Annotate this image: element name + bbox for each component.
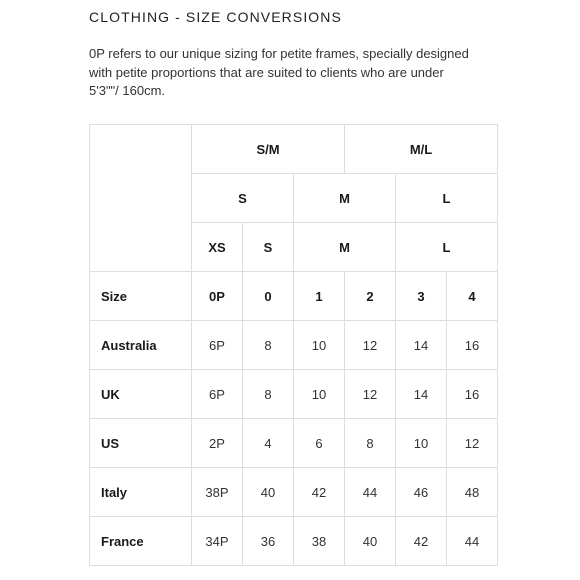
size-cell: 10 (294, 321, 345, 370)
table-row-size (90, 272, 498, 321)
size-cell: 44 (345, 468, 396, 517)
size-cell: 10 (294, 370, 345, 419)
row-label: UK (90, 370, 192, 419)
size-cell: 4 (243, 419, 294, 468)
size-cell: 38P (192, 468, 243, 517)
header-m-detail: M (294, 223, 396, 272)
table-row-italy (90, 468, 498, 517)
size-cell: 14 (396, 370, 447, 419)
header-l: L (396, 174, 498, 223)
size-cell: 6P (192, 370, 243, 419)
page-title: CLOTHING - SIZE CONVERSIONS (89, 9, 342, 25)
size-cell: 46 (396, 468, 447, 517)
row-label: US (90, 419, 192, 468)
size-cell: 2 (345, 272, 396, 321)
table-row-us (90, 419, 498, 468)
size-conversion-table (89, 124, 498, 566)
row-label: Size (90, 272, 192, 321)
header-s: S (192, 174, 294, 223)
size-cell: 12 (345, 370, 396, 419)
size-cell: 8 (243, 370, 294, 419)
size-cell: 16 (447, 321, 498, 370)
header-row-group (90, 125, 498, 174)
size-cell: 12 (447, 419, 498, 468)
size-cell: 8 (243, 321, 294, 370)
size-cell: 16 (447, 370, 498, 419)
header-m: M (294, 174, 396, 223)
size-cell: 0P (192, 272, 243, 321)
size-cell: 1 (294, 272, 345, 321)
size-cell: 36 (243, 517, 294, 566)
table-row-france (90, 517, 498, 566)
header-l-detail: L (396, 223, 498, 272)
size-cell: 10 (396, 419, 447, 468)
petite-sizing-description: 0P refers to our unique sizing for petite frames, specially designed with petite proportions that are suited to clients who are under 5'3""/ 160cm. (89, 46, 469, 98)
row-label: Italy (90, 468, 192, 517)
header-ml: M/L (345, 125, 498, 174)
header-sm: S/M (192, 125, 345, 174)
size-cell: 40 (243, 468, 294, 517)
size-cell: 4 (447, 272, 498, 321)
size-cell: 40 (345, 517, 396, 566)
size-cell: 6P (192, 321, 243, 370)
table-row-uk (90, 370, 498, 419)
table-row-australia (90, 321, 498, 370)
size-cell: 42 (396, 517, 447, 566)
size-cell: 44 (447, 517, 498, 566)
size-cell: 0 (243, 272, 294, 321)
size-cell: 2P (192, 419, 243, 468)
size-cell: 6 (294, 419, 345, 468)
size-cell: 12 (345, 321, 396, 370)
size-cell: 34P (192, 517, 243, 566)
header-xs: XS (192, 223, 243, 272)
size-cell: 3 (396, 272, 447, 321)
table-corner-cell (90, 125, 192, 272)
row-label: Australia (90, 321, 192, 370)
size-cell: 42 (294, 468, 345, 517)
size-cell: 48 (447, 468, 498, 517)
size-cell: 14 (396, 321, 447, 370)
header-s-detail: S (243, 223, 294, 272)
size-cell: 38 (294, 517, 345, 566)
row-label: France (90, 517, 192, 566)
size-cell: 8 (345, 419, 396, 468)
